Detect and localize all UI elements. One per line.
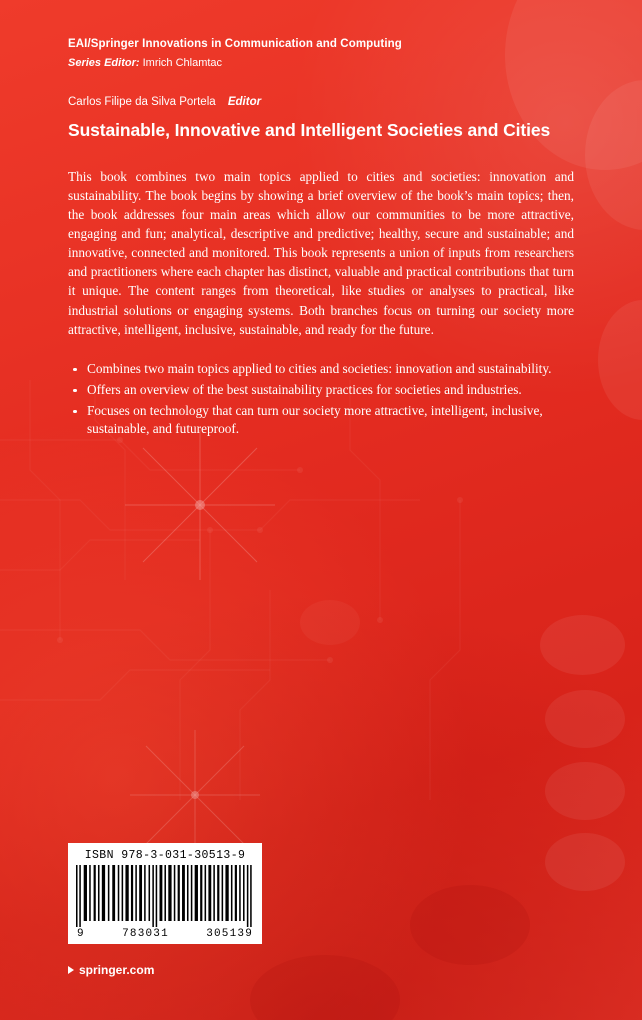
list-item: Focuses on technology that can turn our society more attractive, intelligent, inclusive, sustainable, and futureproof. bbox=[68, 402, 574, 440]
publisher-label: springer.com bbox=[79, 963, 155, 977]
decorative-blob bbox=[540, 615, 625, 675]
isbn-barcode bbox=[68, 843, 262, 944]
book-editor bbox=[68, 96, 574, 108]
list-item: Offers an overview of the best sustainability practices for societies and industries. bbox=[68, 381, 574, 400]
decorative-blob bbox=[545, 833, 625, 891]
ean-digits bbox=[76, 928, 254, 940]
list-item: Combines two main topics applied to cities and societies: innovation and sustainability. bbox=[68, 360, 574, 379]
series-editor bbox=[68, 57, 574, 69]
series-editor-label: Series Editor: bbox=[68, 56, 140, 69]
decorative-blob bbox=[545, 762, 625, 820]
feature-bullet-list bbox=[68, 360, 574, 440]
decorative-blob bbox=[545, 690, 625, 748]
publisher-link[interactable] bbox=[68, 963, 154, 977]
decorative-blob bbox=[300, 600, 360, 645]
starburst-decoration bbox=[125, 430, 275, 580]
decorative-blob bbox=[250, 955, 400, 1020]
circuit-pattern-decoration bbox=[0, 380, 642, 800]
cover-text-content bbox=[0, 0, 642, 439]
ean-group-1: 783031 bbox=[122, 928, 169, 940]
series-title: EAI/Springer Innovations in Communication and Computing bbox=[68, 38, 402, 50]
ean-left-digit: 9 bbox=[77, 928, 85, 940]
book-description: This book combines two main topics applied to cities and societies: innovation and sustainability. The book begins by showing a brief overview of the book’s main topics; then, the book addresses four main areas which allow our communities to be more attractive, engaging and fun; analytical, descriptive and predictive; healthy, secure and sustainable; and innovative, connected and monitored. This book represents a union of inputs from researchers and practitioners where each chapter has distinct, valuable and practical contributions that turn it unique. The content ranges from theoretical, like studies or analyses to practical, like industrial solutions or engaging systems. Both branches focus on turning our society more attractive, intelligent, inclusive, sustainable, and ready for the future. bbox=[68, 168, 574, 337]
barcode-bars bbox=[76, 865, 254, 927]
page-title: Sustainable, Innovative and Intelligent Societies and Cities bbox=[68, 119, 551, 140]
series-editor-name: Imrich Chlamtac bbox=[142, 56, 223, 69]
triangle-icon bbox=[68, 966, 74, 974]
isbn-text: ISBN 978-3-031-30513-9 bbox=[84, 849, 246, 862]
book-editor-name: Carlos Filipe da Silva Portela bbox=[68, 95, 216, 108]
book-editor-role: Editor bbox=[227, 95, 262, 108]
starburst-decoration bbox=[130, 730, 260, 860]
ean-group-2: 305139 bbox=[206, 928, 253, 940]
decorative-blob bbox=[410, 885, 530, 965]
